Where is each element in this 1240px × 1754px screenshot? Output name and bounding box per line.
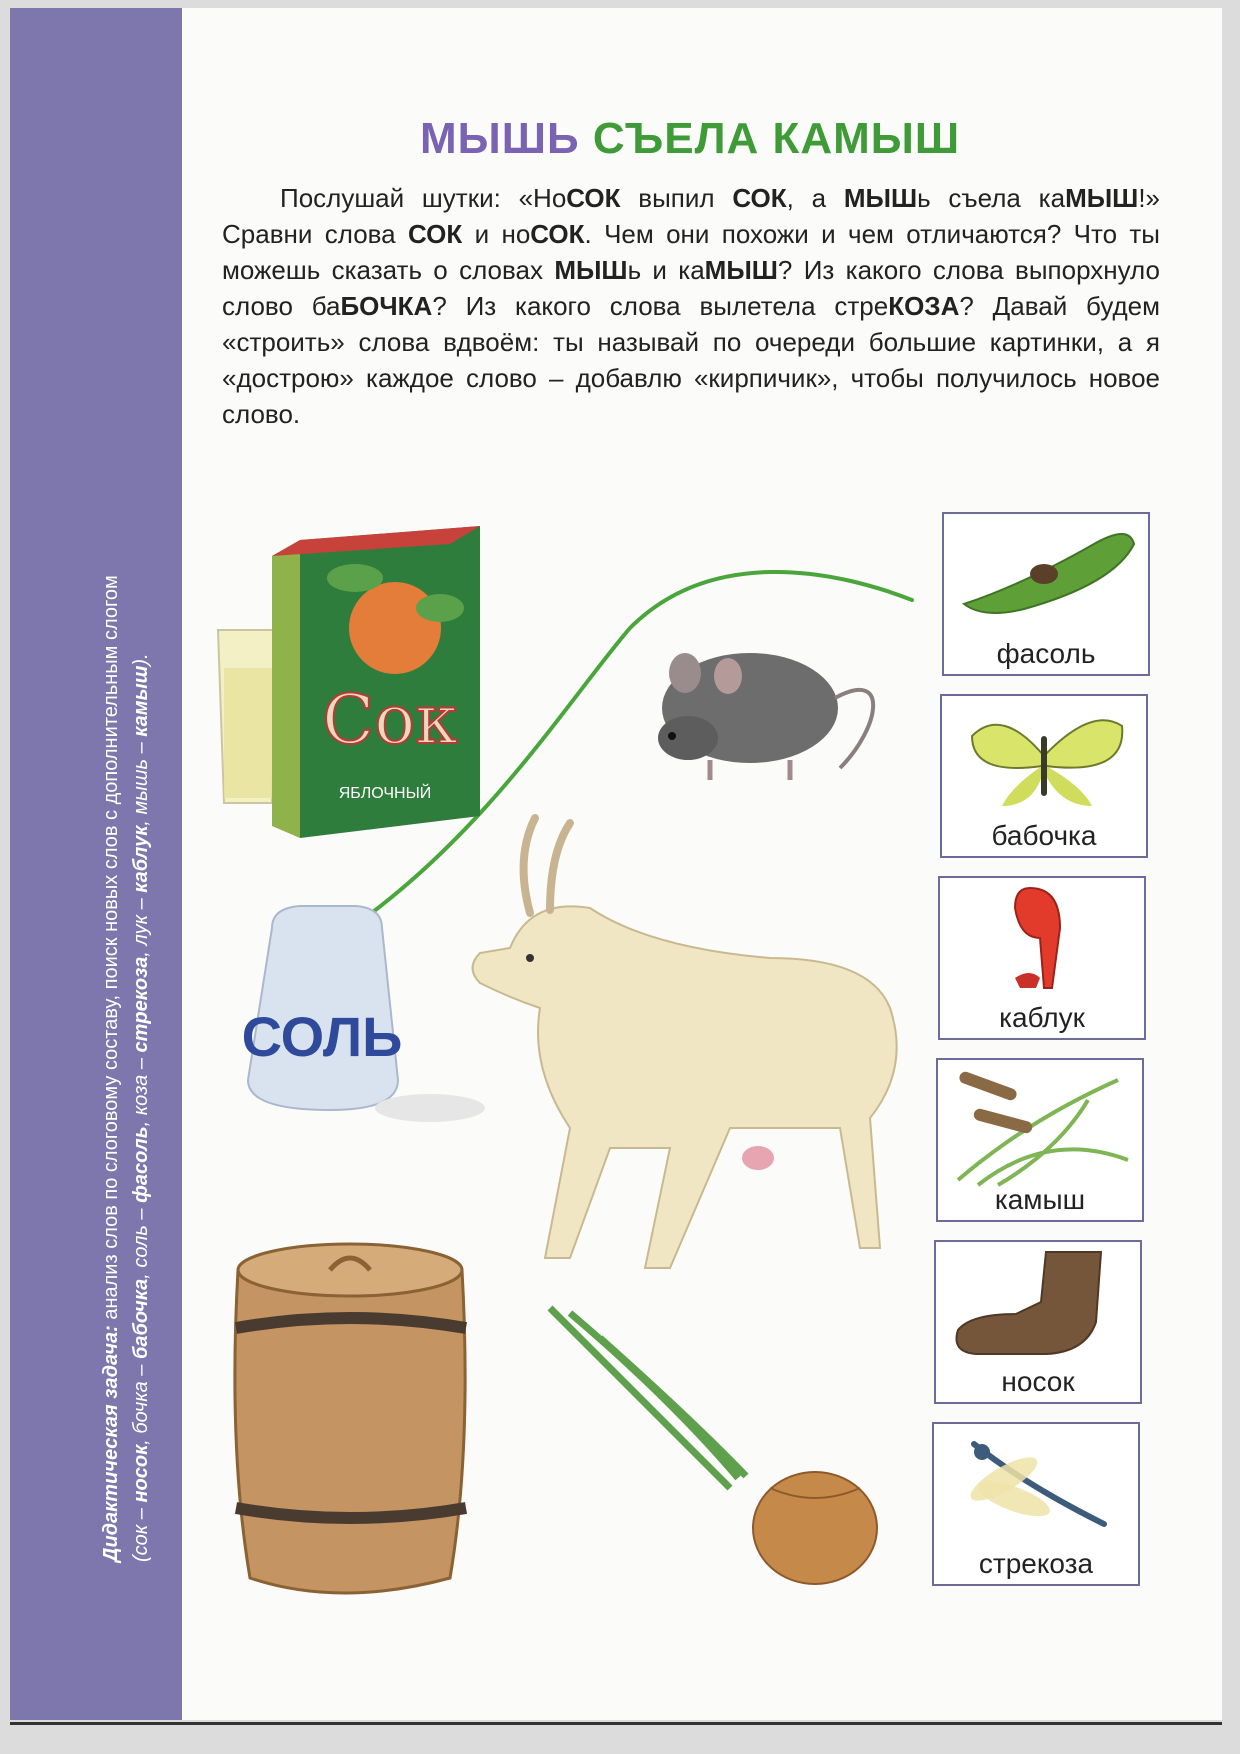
juice-icon xyxy=(218,630,278,803)
card-heel xyxy=(938,876,1146,1040)
didactic-task-line: Дидактическая задача: анализ слов по слоговому составу, поиск новых слов с дополнительным слогом xyxy=(100,575,122,1562)
onion-icon xyxy=(550,1308,877,1584)
juice-box-label: Сок xyxy=(322,681,458,760)
salt-shaker-icon xyxy=(242,906,485,1122)
title-rest: СЪЕЛА КАМЫШ xyxy=(592,114,961,163)
barrel-icon xyxy=(235,1244,466,1593)
goat-icon xyxy=(473,818,897,1268)
dragonfly-icon xyxy=(934,1424,1138,1554)
heel-shoe-icon xyxy=(940,878,1144,1008)
card-dragonfly xyxy=(932,1422,1140,1586)
reed-icon xyxy=(938,1060,1142,1190)
juice-box xyxy=(272,526,480,838)
workbook-page xyxy=(10,8,1222,1720)
mouse-icon xyxy=(658,653,873,780)
card-label: стрекоза xyxy=(978,1548,1094,1579)
page-bottom-edge xyxy=(10,1722,1222,1725)
card-butterfly xyxy=(940,694,1148,858)
card-label: каблук xyxy=(999,1002,1085,1033)
salt-label: СОЛЬ xyxy=(241,1005,403,1068)
title-word-mouse: МЫШЬ xyxy=(420,114,580,163)
juice-box-sublabel: ЯБЛОЧНЫЙ xyxy=(338,785,432,802)
card-reed xyxy=(936,1058,1144,1222)
card-sock xyxy=(934,1240,1142,1404)
bean-pod-icon xyxy=(944,514,1148,644)
card-label: носок xyxy=(1001,1366,1075,1397)
sock-icon xyxy=(936,1242,1140,1372)
butterfly-icon xyxy=(942,696,1146,826)
card-bean xyxy=(942,512,1150,676)
instruction-paragraph: Послушай шутки: «НоСОК выпил СОК, а МЫШь съела каМЫШ!» Сравни слова СОК и ноСОК. Чем они похожи и чем отличаются? Что ты можешь сказать о словах МЫШь и каМЫШ? Из какого слова выпорхнуло слово баБОЧКА? Из какого слова вылетела стреКОЗА? Давай будем «строить» слова вдвоём: ты называй по очереди большие картинки, а я «дострою» каждое слово – добавлю «кирпичик», чтобы получилось новое слово. xyxy=(222,183,1160,429)
card-label: фасоль xyxy=(996,638,1096,669)
didactic-examples-line: (сок – носок, бочка – бабочка, соль – фасоль, коза – стрекоза, лук – каблук, мышь – камыш). xyxy=(130,653,152,1562)
card-label: камыш xyxy=(994,1184,1086,1215)
card-label: бабочка xyxy=(991,820,1097,851)
